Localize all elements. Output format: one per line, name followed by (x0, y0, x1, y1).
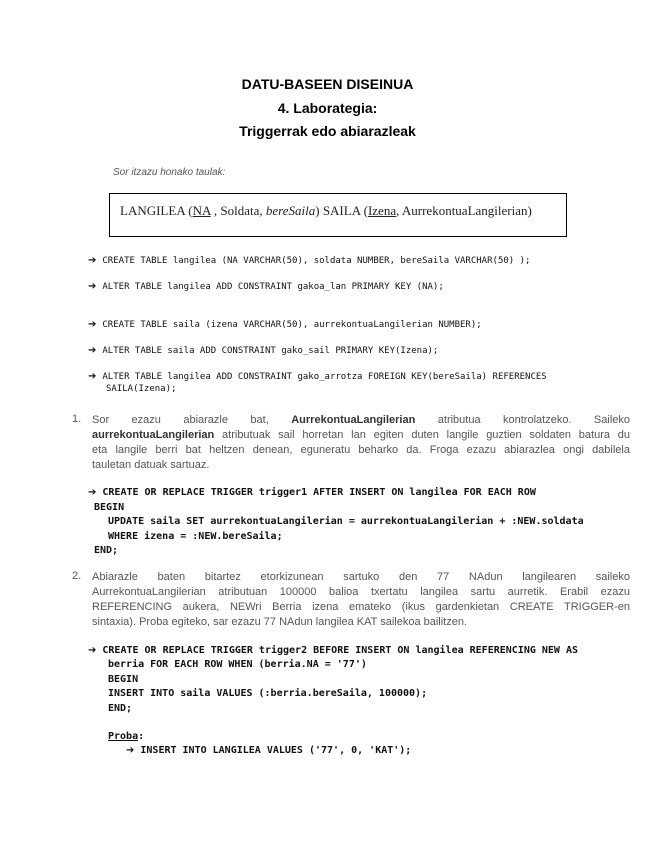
arrow-icon: ➔ (88, 319, 97, 330)
arrow-icon: ➔ (88, 487, 97, 498)
task1-text: atributua kontrolatzeko. Saileko (437, 414, 631, 426)
code-text: CREATE OR REPLACE TRIGGER trigger1 AFTER INSERT ON langilea FOR EACH ROW (102, 487, 536, 498)
task2-paragraph (92, 570, 630, 630)
task1-line: tauletan datuak sartuaz. (92, 459, 210, 471)
trigger1-line: END; (94, 545, 119, 556)
task1-line (92, 428, 630, 443)
schema-t1-mid: , Soldata, (210, 203, 266, 218)
arrow-icon: ➔ (88, 371, 97, 382)
task1-paragraph (92, 413, 630, 473)
trigger2-line: INSERT INTO saila VALUES (:berria.bereSaila, 100000); (108, 688, 428, 699)
schema-t1-fk: bereSaila (265, 203, 316, 218)
task2-line: sintaxia). Proba egiteko, sar ezazu 77 NAdun langilea KAT sailekoa bailitzen. (92, 616, 468, 628)
schema-box (109, 193, 567, 237)
task-number: 2. (72, 570, 82, 582)
sql-line (88, 281, 444, 292)
task1-line (92, 413, 630, 428)
arrow-icon: ➔ (88, 345, 97, 356)
proba-heading (108, 729, 144, 744)
task1-text: Sor ezazu abiarazle bat, (92, 414, 269, 426)
task2-line: REFERENCING aukera, NEWri Berria izena emateko (ikus gardenkietan CREATE TRIGGER-en (92, 601, 630, 613)
task-number: 1. (72, 413, 82, 425)
arrow-icon: ➔ (126, 745, 135, 756)
sql-text: CREATE TABLE saila (izena VARCHAR(50), aurrekontuaLangilerian NUMBER); (102, 320, 482, 330)
proba-colon: : (138, 731, 145, 742)
intro-text: Sor itzazu honako taulak: (113, 167, 226, 178)
sql-text: ALTER TABLE langilea ADD CONSTRAINT gakoa_lan PRIMARY KEY (NA); (102, 282, 444, 292)
sql-text: ALTER TABLE langilea ADD CONSTRAINT gako_arrotza FOREIGN KEY(bereSaila) REFERENCES (102, 372, 547, 382)
trigger1-line: UPDATE saila SET aurrekontuaLangilerian = aurrekontuaLangilerian + :NEW.soldata (108, 516, 584, 527)
doc-title: DATU-BASEEN DISEINUA (241, 76, 414, 92)
doc-subtitle: 4. Laborategia: (277, 100, 378, 116)
sql-line (88, 255, 530, 266)
arrow-icon: ➔ (88, 281, 97, 292)
sql-text: CREATE TABLE langilea (NA VARCHAR(50), soldata NUMBER, bereSaila VARCHAR(50) ); (102, 256, 531, 266)
trigger2-line: BEGIN (108, 674, 139, 685)
task1-text: atributuak sail horretan lan egiten duten langile guztien soldaten batura du (214, 429, 630, 441)
schema-t2-end: , AurrekontuaLangilerian) (396, 203, 532, 218)
proba-label: Proba (108, 731, 139, 742)
schema-t1-end: ) SAILA ( (315, 203, 368, 218)
schema-t1-key: NA (192, 203, 211, 218)
code-text: CREATE OR REPLACE TRIGGER trigger2 BEFORE INSERT ON langilea REFERENCING NEW AS (102, 645, 579, 656)
task2-line: Abiarazle baten bitartez etorkizunean sartuko den 77 NAdun langilearen saileko (92, 571, 630, 583)
trigger2-line (88, 643, 578, 658)
task1-bold: aurrekontuaLangilerian (92, 429, 215, 441)
trigger1-line (88, 485, 536, 500)
sql-text: ALTER TABLE saila ADD CONSTRAINT gako_sail PRIMARY KEY(Izena); (102, 346, 439, 356)
sql-line (88, 345, 438, 356)
sql-line (106, 384, 176, 394)
task1-bold: AurrekontuaLangilerian (291, 414, 416, 426)
doc-topic: Triggerrak edo abiarazleak (239, 123, 416, 139)
sql-text: SAILA(Izena); (106, 384, 177, 394)
arrow-icon: ➔ (88, 255, 97, 266)
trigger1-line: WHERE izena = :NEW.bereSaila; (108, 531, 283, 542)
trigger1-line: BEGIN (94, 502, 125, 513)
schema-t1-name: LANGILEA ( (120, 203, 193, 218)
code-text: INSERT INTO LANGILEA VALUES ('77', 0, 'KAT'); (140, 745, 412, 756)
trigger2-line: berria FOR EACH ROW WHEN (berria.NA = '77') (108, 659, 367, 670)
proba-sql-line (126, 743, 411, 758)
task2-line: AurrekontuaLangilerian atributuan 100000 balioa txertatu langilea sartu aurretik. Erabil ezazu (92, 586, 630, 598)
schema-t2-key: Izena (367, 203, 397, 218)
sql-line (88, 319, 482, 330)
task1-line: eta langile berri bat heltzen denean, eguneratu beharko da. Froga ezazu abiarazlea ongi dabilela (92, 444, 630, 456)
trigger2-line: END; (108, 703, 133, 714)
sql-line (88, 371, 547, 382)
arrow-icon: ➔ (88, 645, 97, 656)
